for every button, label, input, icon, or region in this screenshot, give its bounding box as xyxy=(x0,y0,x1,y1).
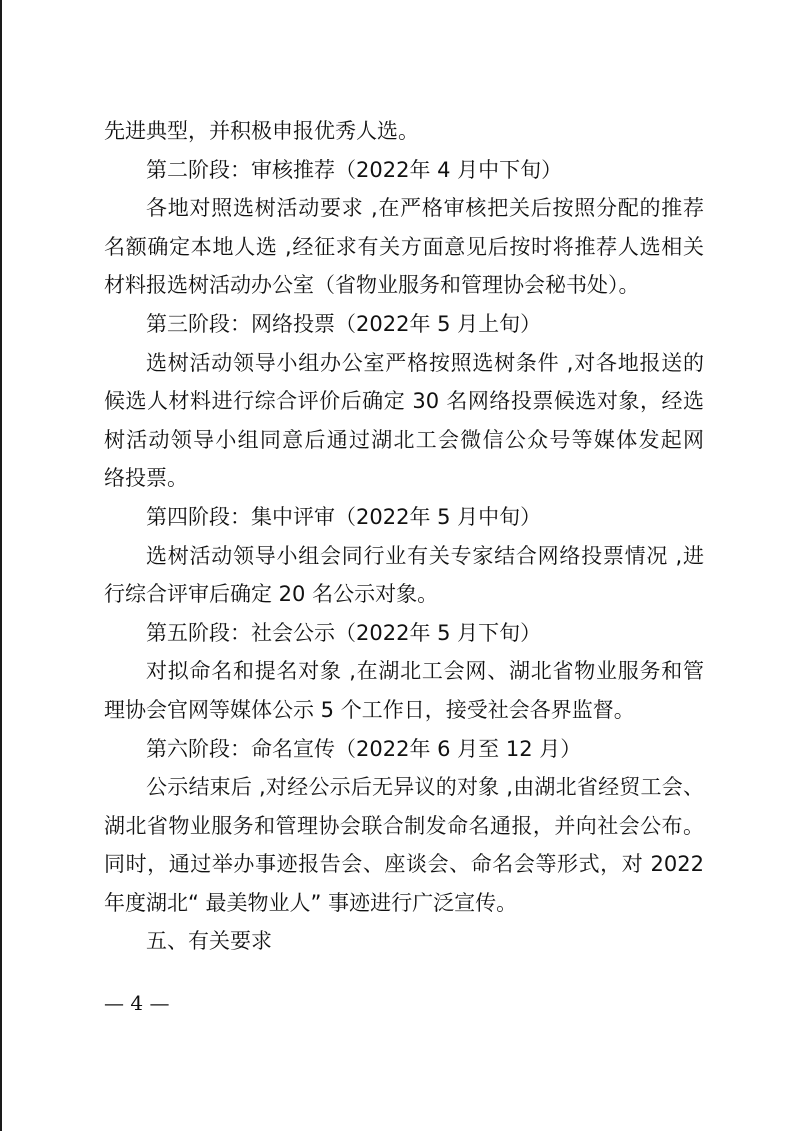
text-line: 选树活动领导小组会同行业有关专家结合网络投票情况 ,进 xyxy=(146,543,704,568)
text-line: 第二阶段：审核推荐（2022年 4 月中下旬） xyxy=(146,157,563,182)
text-line: 年度湖北“ 最美物业人” 事迹进行广泛宣传。 xyxy=(104,890,518,915)
text-line: 材料报选树活动办公室（省物业服务和管理协会秘书处）。 xyxy=(104,273,640,298)
text-line: 各地对照选树活动要求 ,在严格审核把关后按照分配的推荐 xyxy=(146,196,704,221)
page-number: — 4 — xyxy=(104,991,170,1015)
text-line: 第三阶段：网络投票（2022年 5 月上旬） xyxy=(146,311,542,336)
text-line: 候选人材料进行综合评价后确定 30 名网络投票候选对象，经选 xyxy=(104,389,704,414)
text-line: 第四阶段：集中评审（2022年 5 月中旬） xyxy=(146,504,542,529)
text-line: 行综合评审后确定 20 名公示对象。 xyxy=(104,582,439,607)
text-line: 树活动领导小组同意后通过湖北工会微信公众号等媒体发起网 xyxy=(104,427,704,452)
text-line: 先进典型，并积极申报优秀人选。 xyxy=(104,119,419,143)
text-line: 选树活动领导小组办公室严格按照选树条件 ,对各地报送的 xyxy=(146,350,704,375)
text-line: 络投票。 xyxy=(104,466,188,491)
text-line: 第六阶段：命名宣传（2022年 6 月至 12 月） xyxy=(146,736,582,761)
text-line: 公示结束后 ,对经公示后无异议的对象 ,由湖北省经贸工会、 xyxy=(146,775,704,800)
text-line: 第五阶段：社会公示（2022年 5 月下旬） xyxy=(146,620,542,645)
text-line: 名额确定本地人选 ,经征求有关方面意见后按时将推荐人选相关 xyxy=(104,234,704,259)
text-line: 理协会官网等媒体公示 5 个工作日，接受社会各界监督。 xyxy=(104,697,635,722)
text-line: 对拟命名和提名对象 ,在湖北工会网、湖北省物业服务和管 xyxy=(146,659,704,684)
text-line: 湖北省物业服务和管理协会联合制发命名通报，并向社会公布。 xyxy=(104,813,704,838)
document-body xyxy=(104,112,704,961)
text-line: 五、有关要求 xyxy=(146,929,272,954)
text-line: 同时，通过举办事迹报告会、座谈会、命名会等形式，对 2022 xyxy=(104,852,704,877)
